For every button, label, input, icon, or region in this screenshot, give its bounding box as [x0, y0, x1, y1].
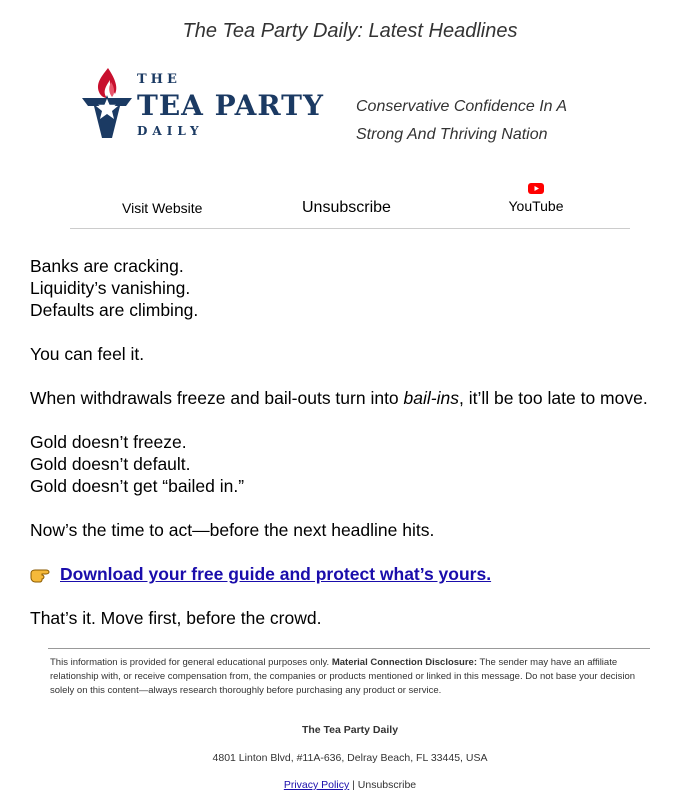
paragraph-5: Now’s the time to act—before the next headline hits. [30, 520, 435, 540]
cta-row [30, 563, 680, 585]
footer-links [0, 779, 700, 791]
unsubscribe-link[interactable]: Unsubscribe [302, 199, 391, 216]
p3-emphasis: bail-ins [403, 388, 459, 408]
p3-text-a: When withdrawals freeze and bail-outs turn into [30, 388, 404, 408]
youtube-icon [528, 183, 544, 194]
logo-text-the: THE [137, 72, 181, 87]
nav-bar [70, 180, 630, 229]
logo-text-main: TEA PARTY [137, 89, 324, 122]
download-guide-link[interactable]: Download your free guide and protect what’s yours. [60, 564, 492, 584]
torch-star-icon [82, 66, 132, 140]
email-body [30, 255, 680, 651]
footer-org-name: The Tea Party Daily [301, 724, 399, 736]
paragraph-4 [30, 431, 680, 497]
tagline-line-1: Conservative Confidence In A [356, 98, 568, 115]
footer-separator: | [349, 779, 358, 791]
disclaimer [50, 656, 650, 698]
line-liquidity: Liquidity’s vanishing. [30, 278, 191, 298]
p3-text-b: , it’ll be too late to move. [458, 388, 648, 408]
footer-unsubscribe-link[interactable]: Unsubscribe [357, 779, 417, 791]
youtube-label: YouTube [508, 198, 564, 214]
paragraph-3 [30, 387, 680, 409]
visit-website-link[interactable]: Visit Website [122, 200, 203, 216]
tagline [356, 93, 616, 149]
line-gold-bailed: Gold doesn’t get “bailed in.” [30, 476, 245, 496]
footer-address: 4801 Linton Blvd, #11A-636, Delray Beach, FL 33445, USA [212, 752, 488, 764]
privacy-policy-link[interactable]: Privacy Policy [283, 779, 350, 791]
email-title: The Tea Party Daily: Latest Headlines [182, 20, 518, 42]
line-gold-default: Gold doesn’t default. [30, 454, 191, 474]
tea-party-daily-logo[interactable] [82, 66, 332, 140]
tagline-line-2: Strong And Thriving Nation [356, 126, 548, 143]
pointing-hand-icon [30, 565, 52, 583]
footer-divider [48, 648, 650, 649]
line-defaults: Defaults are climbing. [30, 300, 199, 320]
disclaimer-heading: Material Connection Disclosure: [331, 657, 477, 668]
paragraph-1 [30, 255, 680, 321]
paragraph-6: That’s it. Move first, before the crowd. [30, 608, 322, 628]
logo-text-daily: DAILY [137, 124, 204, 138]
disclaimer-text-b: The sender may have an affiliate relationship with, or receive compensation from, the companies or products mentioned or linked in this message. Do not base your decision solely on this content—always research thoroughly before purchasing any product or service. [50, 657, 636, 696]
youtube-link[interactable] [506, 183, 566, 214]
paragraph-2: You can feel it. [30, 344, 145, 364]
line-banks: Banks are cracking. [30, 256, 184, 276]
line-gold-freeze: Gold doesn’t freeze. [30, 432, 187, 452]
disclaimer-text-a: This information is provided for general educational purposes only. [50, 657, 332, 668]
